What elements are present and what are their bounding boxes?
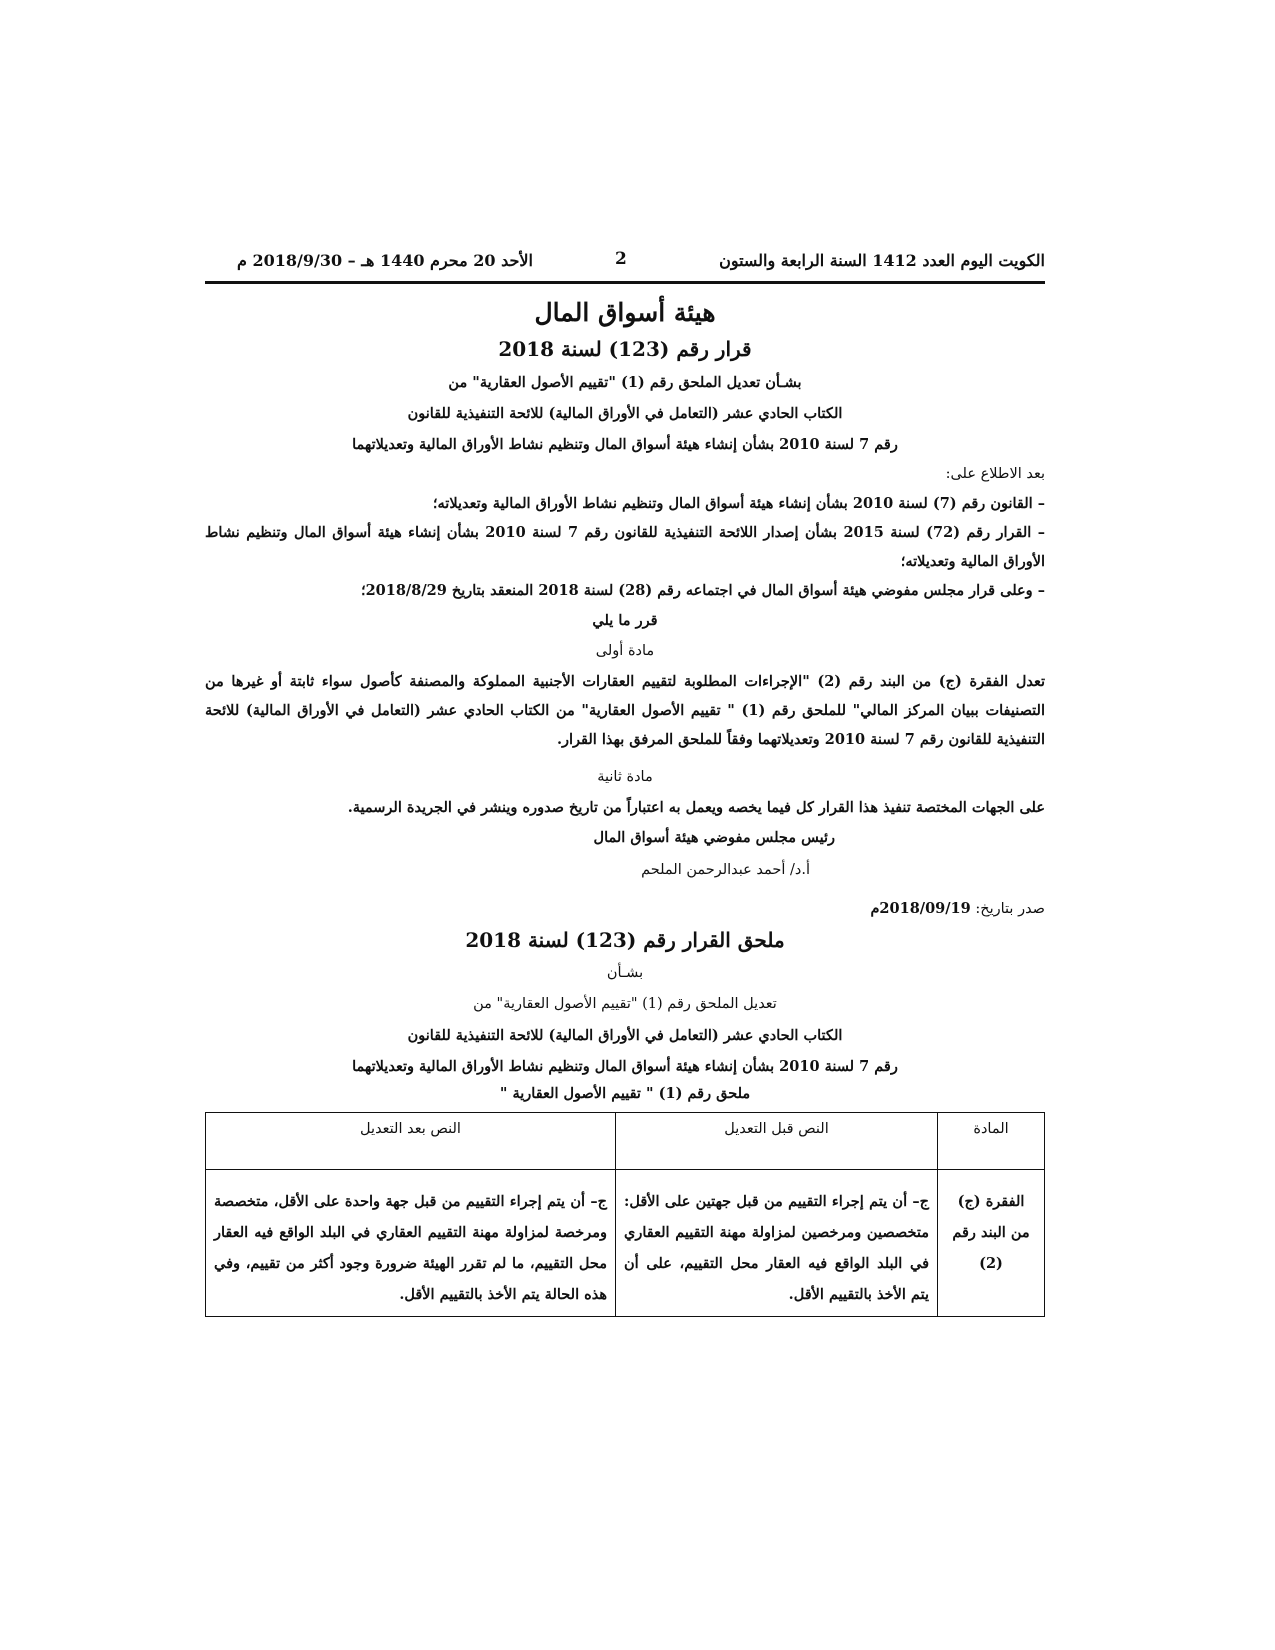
issue-date-line [205,894,1045,924]
gazette-page [205,245,1045,1317]
decision-subject [205,367,1045,460]
article-1-title: مادة أولى [595,643,655,659]
decision-title: قرار رقم (123) لسنة 2018 [498,337,752,361]
article-2-title: مادة ثانية [597,769,653,785]
signatory-position: رئيس مجلس مفوضي هيئة أسواق المال [593,829,835,846]
preamble [205,460,1045,605]
annex-subject-line: الكتاب الحادي عشر (التعامل في الأوراق المالية) للائحة التنفيذية للقانون [407,1027,843,1044]
issued-label: صدر بتاريخ: [975,901,1045,917]
table-row [206,1170,1045,1317]
table-header-row [206,1113,1045,1170]
annex-title: ملحق القرار رقم (123) لسنة 2018 [465,928,785,952]
authority-title: هيئة أسواق المال [534,298,716,327]
annex-subject-line: تعديل الملحق رقم (1) "تقييم الأصول العقارية" من [473,996,777,1012]
article-1-text: تعدل الفقرة (ج) من البند رقم (2) "الإجراءات المطلوبة لتقييم العقارات الأجنبية المملوكة والمصنفة كأصول سواء ثابتة أو غيرها من التصنيفات ببيان المركز المالي" للملحق رقم (1) " تقييم الأصول العقارية" من الكتاب الحادي عشر (التعامل في الأوراق المالية) للائحة التنفيذية للقانون رقم 7 لسنة 2010 وتعديلاتهما وفقاً للملحق المرفق بهذا القرار. [205,673,1045,748]
annex-subject-line: ملحق رقم (1) " تقييم الأصول العقارية " [499,1085,751,1102]
page-number: 2 [615,249,627,269]
header-rule [205,281,1045,284]
amendment-table [205,1112,1045,1317]
cell-article: الفقرة (ج) من البند رقم (2) [938,1170,1045,1317]
preamble-intro: بعد الاطلاع على: [945,466,1045,482]
resolved-heading: قرر ما يلي [592,612,658,629]
preamble-item: – وعلى قرار مجلس مفوضي هيئة أسواق المال في اجتماعه رقم (28) لسنة 2018 المنعقد بتاريخ 2018/8/29؛ [360,582,1045,599]
preamble-item: – القرار رقم (72) لسنة 2015 بشأن إصدار اللائحة التنفيذية للقانون رقم 7 لسنة 2010 بشأن إنشاء هيئة أسواق المال وتنظيم نشاط الأوراق المالية وتعديلاته؛ [205,524,1045,570]
subject-line: بشـأن تعديل الملحق رقم (1) "تقييم الأصول العقارية" من [448,374,802,391]
subject-line: الكتاب الحادي عشر (التعامل في الأوراق المالية) للائحة التنفيذية للقانون [407,405,843,422]
article-2-text: على الجهات المختصة تنفيذ هذا القرار كل فيما يخصه ويعمل به اعتباراً من تاريخ صدوره وينشر في الجريدة الرسمية. [347,799,1045,816]
cell-after: ج– أن يتم إجراء التقييم من قبل جهة واحدة على الأقل، متخصصة ومرخصة لمزاولة مهنة التقييم العقاري في البلد الواقع فيه العقار محل التقييم، ما لم تقرر الهيئة ضرورة وجود أكثر من تقييم، وفي هذه الحالة يتم الأخذ بالتقييم الأقل. [206,1170,616,1317]
cell-before: ج– أن يتم إجراء التقييم من قبل جهتين على الأقل: متخصصين ومرخصين لمزاولة مهنة التقييم العقاري في البلد الواقع فيه العقار محل التقييم، على أن يتم الأخذ بالتقييم الأقل. [616,1170,938,1317]
issued-date: 2018/09/19م [870,900,971,917]
annex-subject-line: رقم 7 لسنة 2010 بشأن إنشاء هيئة أسواق المال وتنظيم نشاط الأوراق المالية وتعديلاتهما [352,1058,898,1075]
header-after: النص بعد التعديل [206,1113,616,1170]
subject-line: رقم 7 لسنة 2010 بشأن إنشاء هيئة أسواق المال وتنظيم نشاط الأوراق المالية وتعديلاتهما [352,436,898,453]
header-article: المادة [938,1113,1045,1170]
preamble-item: – القانون رقم (7) لسنة 2010 بشأن إنشاء هيئة أسواق المال وتنظيم نشاط الأوراق المالية وتعديلاته؛ [432,495,1045,512]
running-header [205,245,1045,279]
issue-info: الكويت اليوم العدد 1412 السنة الرابعة والستون [719,251,1045,270]
signatory-name: أ.د/ أحمد عبدالرحمن الملحم [641,862,810,878]
issue-date: الأحد 20 محرم 1440 هـ – 2018/9/30 م [237,251,533,270]
header-before: النص قبل التعديل [616,1113,938,1170]
annex-regarding: بشـأن [606,965,644,981]
